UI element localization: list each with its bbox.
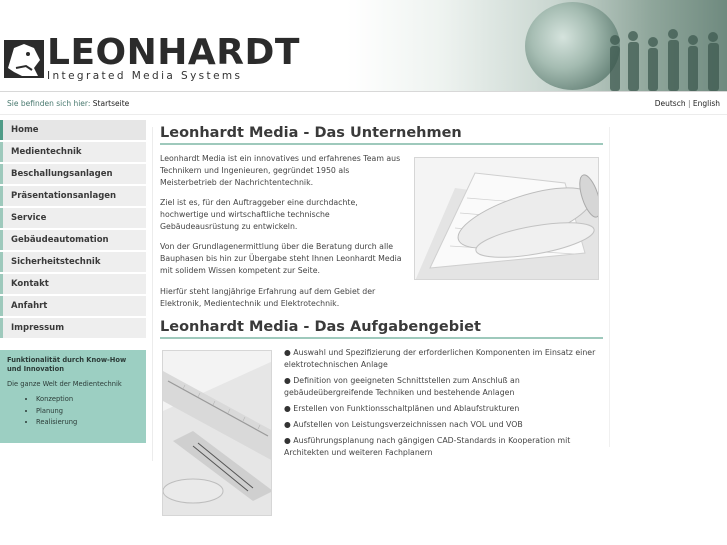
breadcrumb-prefix: Sie befinden sich hier: (7, 99, 91, 108)
paragraph: Ziel ist es, für den Auftraggeber eine durchdachte, hochwertige und wirtschaftliche technische Gebäudeausrüstung zu entwickeln. (160, 198, 358, 231)
info-box-title: Funktionalität durch Know-How und Innovation (7, 356, 127, 373)
paragraph: Von der Grundlagenermittlung über die Beratung durch alle Bauphasen bis hin zur Übergabe steht Ihnen Leonhardt Media mit solidem Wissen kompetent zur Seite. (160, 242, 402, 275)
rolled-blueprints-photo (414, 157, 599, 280)
nav-item-beschallungsanlagen[interactable]: Beschallungsanlagen (0, 164, 146, 184)
list-item: ● Erstellen von Funktionsschaltplänen und Ablaufstrukturen (284, 404, 520, 413)
list-item: ● Definition von geeigneten Schnittstellen zum Anschluß an gebäudeübergreifende Techniken und bestehende Anlagen (284, 376, 520, 397)
list-item: ● Auswahl und Spezifizierung der erforderlichen Komponenten im Einsatz einer elektrotechnischen Anlage (284, 348, 596, 369)
paragraph: Hierfür steht langjährige Erfahrung auf dem Gebiet der Elektronik, Medientechnik und Elektrotechnik. (160, 287, 376, 308)
bullet-icon: ● (284, 420, 291, 429)
sidebar-nav (0, 120, 146, 426)
lion-head-logo-icon (4, 38, 44, 80)
company-logo[interactable] (4, 32, 300, 82)
bullet-icon: ● (284, 436, 291, 445)
info-box (0, 350, 146, 443)
bullet-icon: ● (284, 376, 291, 385)
list-item: • Konzeption (36, 394, 139, 406)
logo-wordmark: LEONHARDT (47, 32, 300, 73)
task-list (284, 347, 600, 463)
nav-item-anfahrt[interactable]: Anfahrt (0, 296, 146, 316)
nav-item-gebaeudeautomation[interactable]: Gebäudeautomation (0, 230, 146, 250)
list-item: • Planung (36, 406, 139, 418)
section-title-company: Leonhardt Media - Das Unternehmen (160, 125, 462, 141)
content-divider (152, 127, 153, 461)
content-divider-right (609, 127, 610, 447)
section-rule (160, 143, 603, 145)
breadcrumb-bar (0, 91, 727, 115)
nav-item-kontakt[interactable]: Kontakt (0, 274, 146, 294)
nav-item-medientechnik[interactable]: Medientechnik (0, 142, 146, 162)
nav-item-impressum[interactable]: Impressum (0, 318, 146, 338)
bullet-icon: ● (284, 404, 291, 413)
info-box-list (7, 394, 139, 429)
blueprint-ruler-illustration (163, 351, 272, 516)
list-item: ● Aufstellen von Leistungsverzeichnissen nach VOL und VOB (284, 420, 523, 429)
language-en-link[interactable]: English (692, 99, 720, 108)
language-separator: | (687, 99, 691, 108)
paragraph: Leonhardt Media ist ein innovatives und erfahrenes Team aus Technikern und Ingenieuren, gegründet 1950 als Meisterbetrieb der Nachrichtentechnik. (160, 154, 401, 187)
page-header (0, 0, 727, 91)
list-item: • Realisierung (36, 417, 139, 429)
nav-item-home[interactable]: Home (0, 120, 146, 140)
language-switcher (655, 99, 720, 108)
breadcrumb (7, 99, 129, 108)
logo-tagline: Integrated Media Systems (47, 70, 243, 82)
blueprints-illustration (415, 158, 599, 280)
language-de-link[interactable]: Deutsch (654, 99, 686, 108)
nav-item-praesentationsanlagen[interactable]: Präsentationsanlagen (0, 186, 146, 206)
nav-item-service[interactable]: Service (0, 208, 146, 228)
nav-item-sicherheitstechnik[interactable]: Sicherheitstechnik (0, 252, 146, 272)
info-box-subtitle: Die ganze Welt der Medientechnik (7, 380, 122, 388)
section-rule (160, 337, 603, 339)
blueprint-ruler-photo (162, 350, 272, 516)
list-item: ● Ausführungsplanung nach gängigen CAD-Standards in Kooperation mit Architekten und weiteren Fachplanern (284, 436, 571, 457)
breadcrumb-current[interactable]: Startseite (92, 99, 130, 108)
section-title-tasks: Leonhardt Media - Das Aufgabengebiet (160, 319, 481, 335)
business-people-silhouettes (595, 10, 727, 91)
bullet-icon: ● (284, 348, 291, 357)
